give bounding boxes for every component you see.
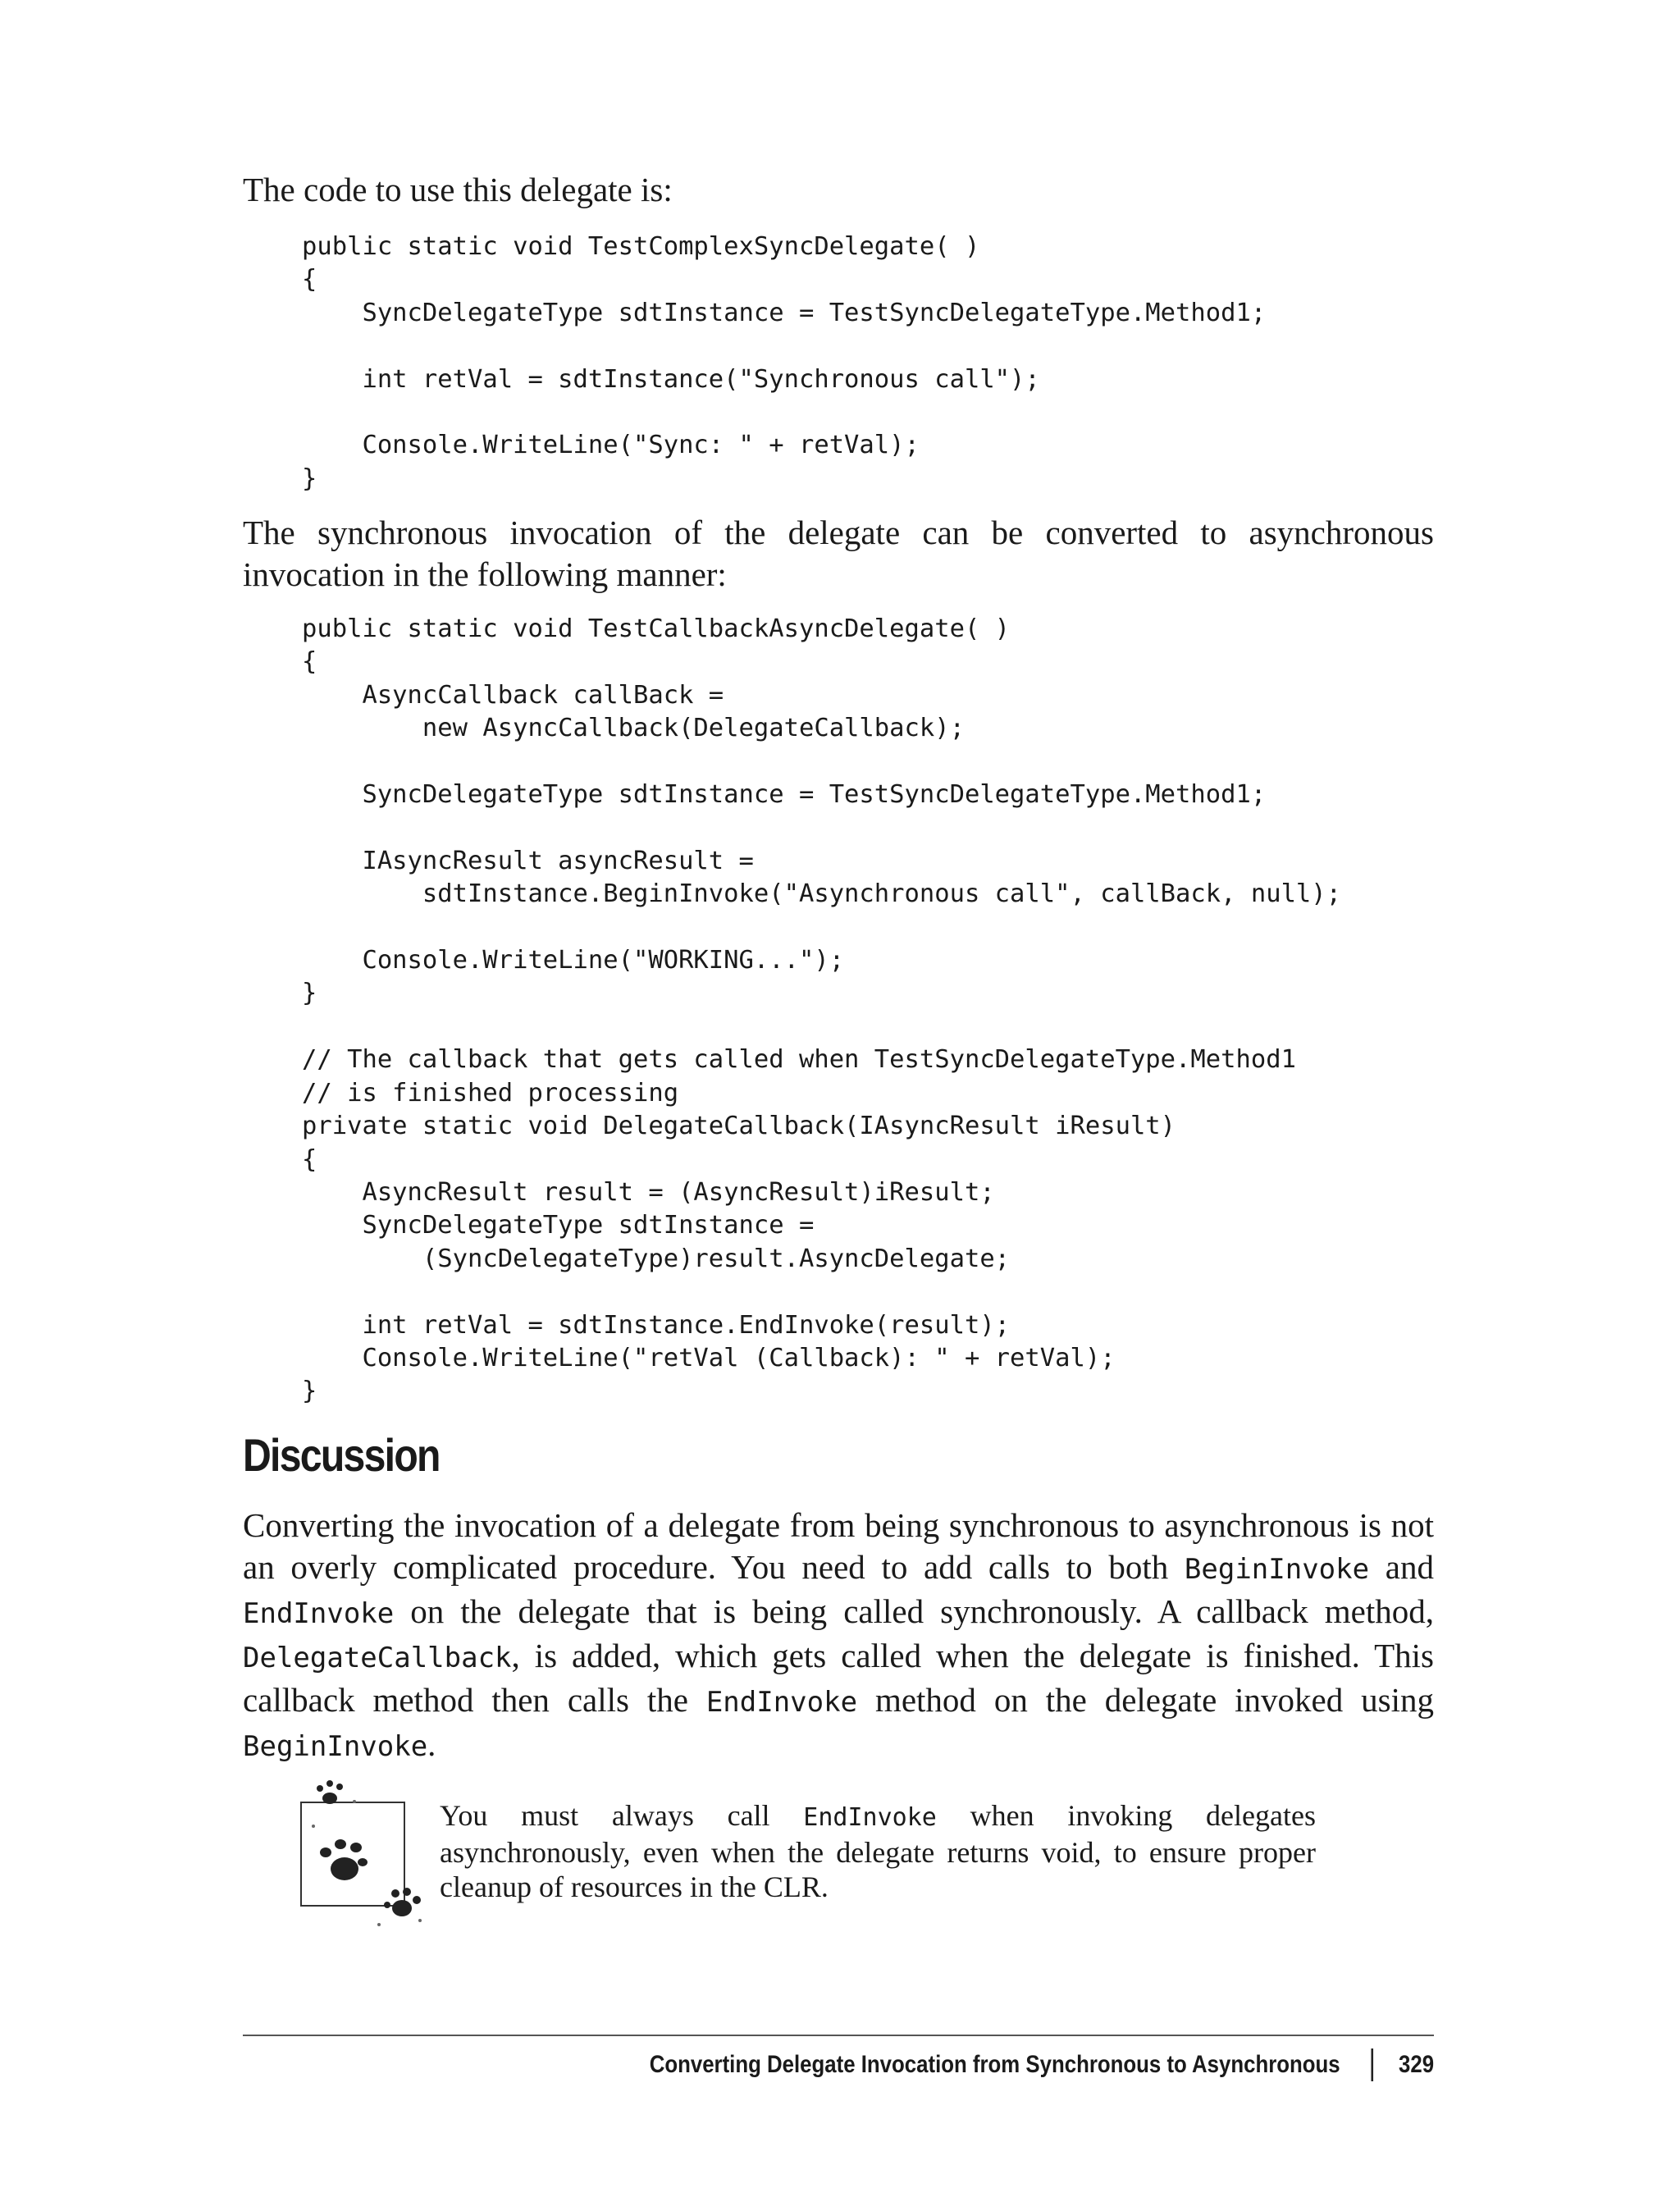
discussion-text: on the delegate that is being called synchronously. A callback method, [394, 1592, 1434, 1630]
discussion-paragraph [243, 1505, 1434, 1768]
discussion-text: . [427, 1725, 436, 1763]
footer-section-title: Converting Delegate Invocation from Synchronous to Asynchronous [649, 2051, 1340, 2078]
discussion-text: method on the delegate invoked using [857, 1681, 1434, 1719]
discussion-text: , is added, which gets called when the delegate is finished. This callback method then calls the [243, 1637, 1434, 1719]
inline-code: EndInvoke [243, 1597, 395, 1630]
tip-note-text [440, 1798, 1316, 1904]
inline-code: EndInvoke [803, 1803, 937, 1832]
page-number: 329 [1398, 2051, 1434, 2078]
footer-separator [1371, 2048, 1373, 2081]
discussion-text: Converting the invocation of a delegate from being synchronous to asynchronous is not an overly complicated procedure. You need to add calls to both [243, 1506, 1434, 1586]
note-text: when invoking delegates asynchronously, even when the delegate returns void, to ensure proper cleanup of resources in the CLR. [440, 1799, 1316, 1903]
inline-code: BeginInvoke [243, 1730, 428, 1763]
footer-rule [243, 2035, 1434, 2036]
inline-code: DelegateCallback [243, 1642, 512, 1674]
inline-code: BeginInvoke [1184, 1553, 1370, 1586]
intro-paragraph: The code to use this delegate is: [243, 171, 673, 208]
tip-paw-prints-icon [297, 1777, 445, 1933]
discussion-heading: Discussion [243, 1429, 440, 1481]
note-text: You must always call [440, 1799, 804, 1832]
code-listing-sync: public static void TestComplexSyncDelegate( ) { SyncDelegateType sdtInstance = TestSyncDelegateType.Method1; int retVal = sdtInstance("Synchronous call"); Console.WriteLine("Sync: " + retVal); } [302, 232, 1267, 493]
discussion-text: and [1369, 1548, 1434, 1586]
inline-code: EndInvoke [705, 1686, 858, 1719]
code-listing-async: public static void TestCallbackAsyncDelegate( ) { AsyncCallback callBack = new AsyncCallback(DelegateCallback); SyncDelegateType sdtInstance = TestSyncDelegateType.Method1; IAsyncResult asyncResult = sdtInstance.BeginInvoke("Asynchronous call", callBack, null); Console.WriteLine("WORKING..."); } // The callback that gets called when TestSyncDelegateType.Method1 // is finished processing private static void DelegateCallback(IAsyncResult iResult) { AsyncResult result = (AsyncResult)iResult; SyncDelegateType sdtInstance = (SyncDelegateType)result.AsyncDelegate; int retVal = sdtInstance.EndInvoke(result); Console.WriteLine("retVal (Callback): " + retVal); } [302, 614, 1342, 1406]
running-footer [650, 2048, 1434, 2081]
conversion-paragraph: The synchronous invocation of the delegate can be converted to asynchronous invocation in the following manner: [243, 514, 1434, 593]
